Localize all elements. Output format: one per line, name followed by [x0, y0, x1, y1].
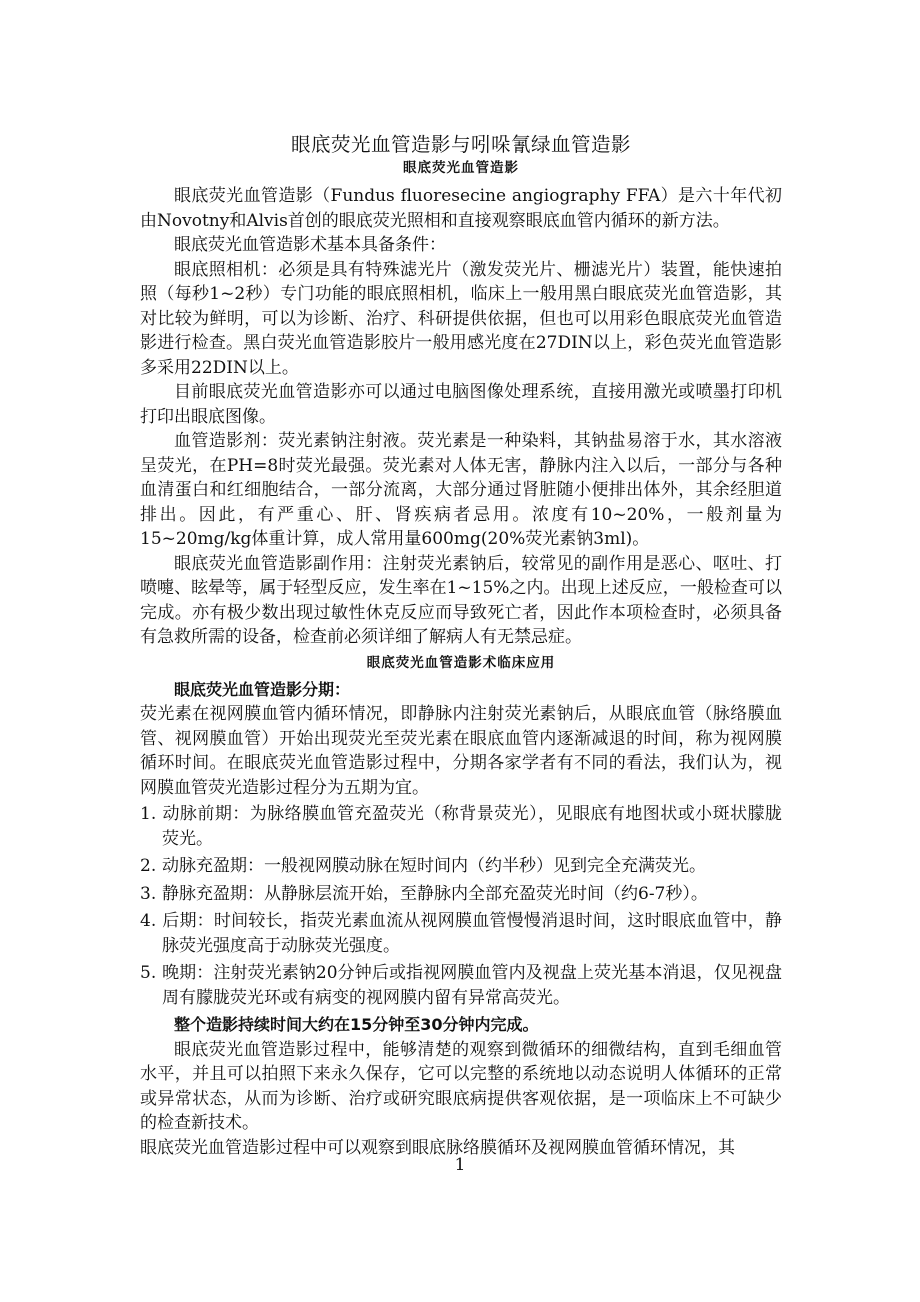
page-number: 1: [454, 1155, 466, 1175]
document-page: [140, 126, 782, 1160]
duration-note: 整个造影持续时间大约在15分钟至30分钟内完成。: [174, 1015, 539, 1034]
phases-intro: 荧光素在视网膜血管内循环情况，即静脉内注射荧光素钠后，从眼底血管（脉络膜血管、视网膜血管）开始出现荧光至荧光素在眼底血管内逐渐减退的时间，称为视网膜循环时间。在眼底荧光血管造影过程中，分期各家学者有不同的看法，我们认为，视网膜血管荧光造影过程分为五期为宜。: [140, 704, 782, 798]
document-title: 眼底荧光血管造影与吲哚氰绿血管造影: [290, 133, 631, 156]
summary-paragraph: 眼底荧光血管造影过程中，能够清楚的观察到微循环的细微结构，直到毛细血管水平，并且可以拍照下来永久保存，它可以完整的系统地以动态说明人体循环的正常或异常状态，从而为诊断、治疗或研究眼底病提供客观依据，是一项临床上不可缺少的检查新技术。: [140, 1039, 782, 1133]
list-text: 后期：时间较长，指荧光素血流从视网膜血管慢慢消退时间，这时眼底血管中，静脉荧光强度高于动脉荧光强度。: [162, 911, 782, 956]
computer-paragraph: 目前眼底荧光血管造影亦可以通过电脑图像处理系统，直接用激光或喷墨打印机打印出眼底图像。: [140, 382, 782, 427]
list-text: 动脉充盈期：一般视网膜动脉在短时间内（约半秒）见到完全充满荧光。: [162, 856, 706, 876]
intro-paragraph: 眼底荧光血管造影（Fundus fluoresecine angiography FFA）是六十年代初由Novotny和Alvis首创的眼底荧光照相和直接观察眼底血管内循环的新方法。: [140, 186, 782, 231]
phases-list: [140, 802, 782, 1010]
list-number: 4.: [140, 911, 157, 931]
last-line: 眼底荧光血管造影过程中可以观察到眼底脉络膜循环及视网膜血管循环情况，其: [140, 1137, 735, 1158]
section-subtitle: 眼底荧光血管造影: [403, 160, 519, 176]
list-item: [140, 961, 782, 1010]
clinical-heading: 眼底荧光血管造影术临床应用: [366, 654, 556, 671]
list-number: 1.: [140, 804, 157, 824]
list-number: 2.: [140, 856, 157, 876]
phases-heading: 眼底荧光血管造影分期：: [174, 679, 351, 699]
camera-paragraph: 眼底照相机：必须是具有特殊滤光片（激发荧光片、栅滤光片）装置，能快速拍照（每秒1~2秒）专门功能的眼底照相机，临床上一般用黑白眼底荧光血管造影，其对比较为鲜明，可以为诊断、治疗、科研提供依据，但也可以用彩色眼底荧光血管造影进行检查。黑白荧光血管造影胶片一般用感光度在27DIN以上，彩色荧光血管造影多采用22DIN以上。: [140, 259, 782, 378]
agent-paragraph: 血管造影剂：荧光素钠注射液。荧光素是一种染料，其钠盐易溶于水，其水溶液呈荧光，在PH=8时荧光最强。荧光素对人体无害，静脉内注入以后，一部分与各种血清蛋白和红细胞结合，一部分流离，大部分通过肾脏随小便排出体外，其余经胆道排出。因此，有严重心、肝、肾疾病者忌用。浓度有10~20%，一般剂量为15~20mg/kg体重计算，成人常用量600mg(20%荧光素钠3ml)。: [140, 431, 782, 549]
list-item: [140, 882, 782, 907]
side-effects-paragraph: 眼底荧光血管造影副作用：注射荧光素钠后，较常见的副作用是恶心、呕吐、打喷嚏、眩晕等，属于轻型反应，发生率在1~15%之内。出现上述反应，一般检查可以完成。亦有极少数出现过敏性休克反应而导致死亡者，因此作本项检查时，必须具备有急救所需的设备，检查前必须详细了解病人有无禁忌症。: [140, 553, 782, 647]
list-text: 静脉充盈期：从静脉层流开始，至静脉内全部充盈荧光时间（约6-7秒）。: [162, 883, 708, 904]
list-item: [140, 909, 782, 958]
list-number: 5.: [140, 963, 157, 983]
list-number: 3.: [140, 883, 157, 904]
list-item: [140, 854, 782, 879]
list-text: 动脉前期：为脉络膜血管充盈荧光（称背景荧光），见眼底有地图状或小斑状朦胧荧光。: [162, 804, 782, 849]
list-text: 晚期：注射荧光素钠20分钟后或指视网膜血管内及视盘上荧光基本消退，仅见视盘周有朦胧荧光环或有病变的视网膜内留有异常高荧光。: [162, 963, 782, 1008]
conditions-heading: 眼底荧光血管造影术基本具备条件：: [174, 235, 446, 255]
list-item: [140, 802, 782, 851]
